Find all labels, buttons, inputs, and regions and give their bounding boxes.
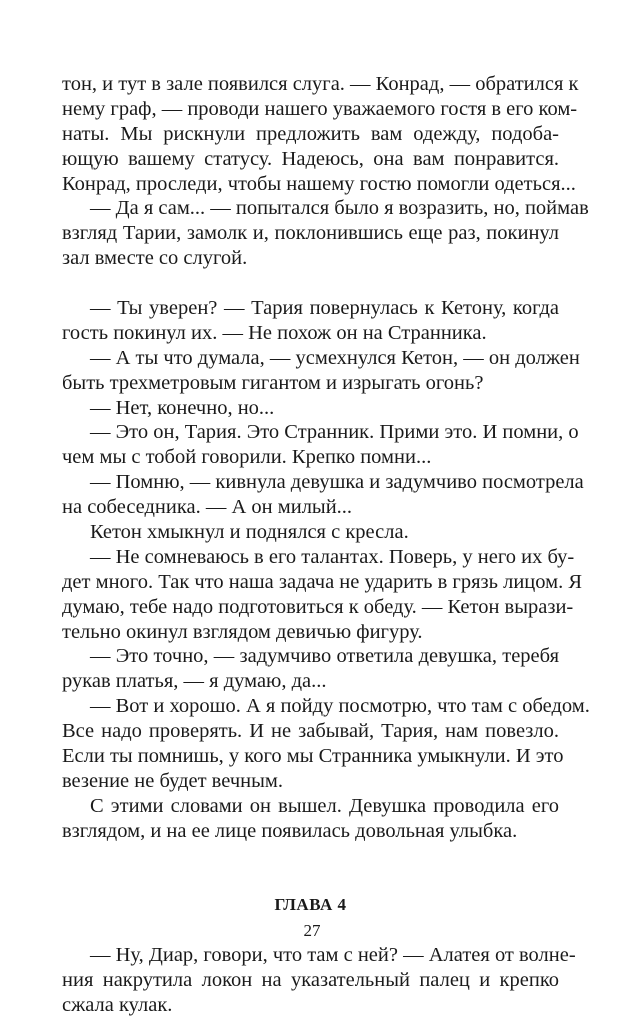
text-line: тон, и тут в зале появился слуга. — Конрад, — обратился к <box>62 73 579 95</box>
text-line: сжала кулак. <box>62 993 173 1016</box>
text-line: — Не сомневаюсь в его талантах. Поверь, у него их бу- <box>90 545 575 568</box>
text-line: наты. Мы рискнули предложить вам одежду, подоба- <box>62 122 559 145</box>
chapter-heading: ГЛАВА 4 <box>274 895 347 915</box>
text-line: взглядом, и на ее лице появилась довольная улыбка. <box>62 819 518 842</box>
text-line: Конрад, проследи, чтобы нашему гостю помогли одеться... <box>62 172 576 195</box>
text-line: — Да я сам... — попытался было я возразить, но, поймав <box>90 197 589 220</box>
book-page <box>62 72 590 1018</box>
text-line: С этими словами он вышел. Девушка проводила его <box>90 794 559 817</box>
text-line: ющую вашему статусу. Надеюсь, она вам понравится. <box>62 147 559 170</box>
body-text <box>62 72 590 844</box>
text-line: Если ты помнишь, у кого мы Странника умыкнули. И это <box>62 745 564 768</box>
text-line: дет много. Так что наша задача не ударить в грязь лицом. Я <box>62 570 583 593</box>
paragraph-spacer <box>62 271 559 296</box>
spacer <box>62 844 559 869</box>
spacer <box>62 869 559 894</box>
text-line: тельно окинул взглядом девичью фигуру. <box>62 620 423 643</box>
text-line: — Это точно, — задумчиво ответила девушка, теребя <box>90 645 559 668</box>
text-line: — Помню, — кивнула девушка и задумчиво посмотрела <box>90 471 584 494</box>
chapter-text <box>62 943 576 1018</box>
text-line: гость покинул их. — Не похож он на Странника. <box>62 321 487 344</box>
text-line: — Нет, конечно, но... <box>90 396 275 419</box>
text-line: везение не будет вечным. <box>62 769 283 792</box>
text-line: Кетон хмыкнул и поднялся с кресла. <box>90 521 409 544</box>
text-line: рукав платья, — я думаю, да... <box>62 670 327 693</box>
text-line: зал вместе со слугой. <box>62 247 248 270</box>
text-line: на собеседника. — А он милый... <box>62 496 353 519</box>
text-line: — Ну, Диар, говори, что там с ней? — Алатея от волне- <box>90 944 576 967</box>
text-line: — Это он, Тария. Это Странник. Прими это. И помни, о <box>90 421 579 444</box>
text-line: ния накрутила локон на указательный палец и крепко <box>62 969 559 992</box>
page-number: 27 <box>303 921 321 940</box>
text-line: Все надо проверять. И не забывай, Тария, нам повезло. <box>62 720 559 743</box>
text-line: быть трехметровым гигантом и изрыгать огонь? <box>62 371 484 394</box>
text-line: взгляд Тарии, замолк и, поклонившись еще раз, покинул <box>62 222 559 245</box>
text-line: — Ты уверен? — Тария повернулась к Кетону, когда <box>90 297 559 320</box>
text-line: — А ты что думала, — усмехнулся Кетон, — он должен <box>90 346 580 369</box>
text-line: нему граф, — проводи нашего уважаемого гостя в его ком- <box>62 97 578 120</box>
text-line: чем мы с тобой говорили. Крепко помни... <box>62 446 432 469</box>
text-line: — Вот и хорошо. А я пойду посмотрю, что там с обедом. <box>90 695 590 718</box>
text-line: думаю, тебе надо подготовиться к обеду. — Кетон вырази- <box>62 595 574 618</box>
